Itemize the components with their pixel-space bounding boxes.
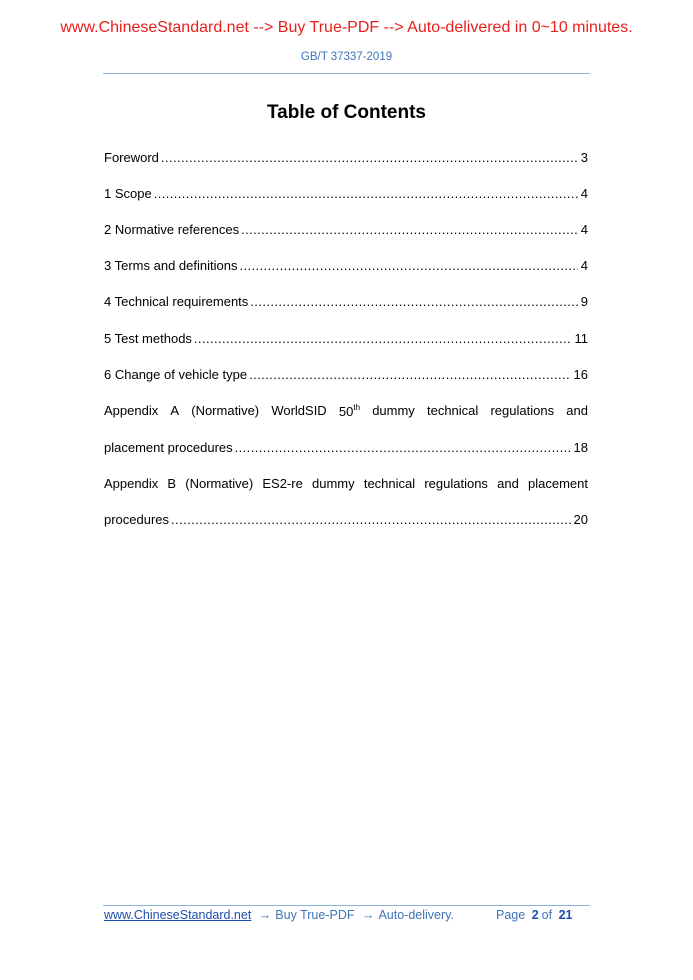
word: and bbox=[497, 476, 519, 491]
word: ES2-re bbox=[262, 476, 303, 491]
toc-entry-label: placement procedures bbox=[104, 440, 233, 455]
word: (Normative) bbox=[185, 476, 254, 491]
toc-entry-page: 4 bbox=[580, 186, 588, 201]
footer-divider bbox=[103, 905, 590, 906]
toc-entry-appendix-a-cont[interactable] bbox=[104, 440, 588, 458]
page-total: 21 bbox=[558, 908, 573, 922]
toc-entry-terms-definitions[interactable] bbox=[104, 258, 588, 276]
page-label: Page bbox=[496, 908, 526, 922]
toc-entry-page: 3 bbox=[580, 150, 588, 165]
ordinal-number: 50 bbox=[338, 404, 354, 419]
top-banner-link[interactable]: www.ChineseStandard.net --> Buy True-PDF --> Auto-delivered in 0~10 minutes. bbox=[60, 19, 633, 36]
word: regulations bbox=[490, 403, 555, 418]
toc-entry-label: 4 Technical requirements bbox=[104, 294, 249, 309]
toc-entry-foreword[interactable] bbox=[104, 150, 588, 168]
page-title: Table of Contents bbox=[266, 102, 427, 123]
toc-entry-appendix-b[interactable] bbox=[104, 476, 588, 494]
standard-code: GB/T 37337-2019 bbox=[300, 51, 393, 63]
word: B bbox=[167, 476, 177, 491]
toc-entry-label: 3 Terms and definitions bbox=[104, 258, 238, 273]
dot-leader bbox=[250, 294, 577, 309]
dot-leader bbox=[235, 440, 571, 455]
arrow-right-icon: → bbox=[361, 908, 375, 922]
toc-entry-page: 11 bbox=[574, 331, 588, 346]
word: A bbox=[170, 403, 180, 418]
page-current: 2 bbox=[531, 908, 539, 922]
toc-entry-label: 1 Scope bbox=[104, 186, 152, 201]
toc-entry-technical-requirements[interactable] bbox=[104, 294, 588, 312]
toc-entry-label: procedures bbox=[104, 512, 170, 527]
dot-leader bbox=[241, 222, 578, 237]
word: Appendix bbox=[104, 403, 159, 418]
word: technical bbox=[426, 403, 479, 418]
footer-site-link[interactable]: www.ChineseStandard.net bbox=[104, 908, 252, 922]
page-footer bbox=[104, 908, 588, 922]
toc-entry-label: 6 Change of vehicle type bbox=[104, 367, 248, 382]
word: regulations bbox=[424, 476, 488, 491]
toc-entry-label: 2 Normative references bbox=[104, 222, 240, 237]
word: dummy bbox=[372, 403, 415, 418]
toc-entry-scope[interactable] bbox=[104, 186, 588, 204]
word: and bbox=[566, 403, 588, 418]
toc-entry-page: 4 bbox=[580, 258, 588, 273]
dot-leader bbox=[161, 150, 578, 165]
toc-entry-appendix-a[interactable] bbox=[104, 403, 588, 421]
toc-entry-test-methods[interactable] bbox=[104, 331, 588, 349]
word: technical bbox=[363, 476, 416, 491]
toc-entry-page: 9 bbox=[580, 294, 588, 309]
header-divider bbox=[103, 73, 590, 74]
word: (Normative) bbox=[191, 403, 260, 418]
ordinal-suffix: th bbox=[353, 403, 361, 412]
footer-buy-text: Buy True-PDF bbox=[275, 908, 355, 922]
arrow-right-icon: → bbox=[258, 908, 272, 922]
toc-entry-appendix-b-cont[interactable] bbox=[104, 512, 588, 530]
word: dummy bbox=[312, 476, 355, 491]
toc-entry-page: 16 bbox=[573, 367, 588, 382]
word bbox=[339, 403, 360, 421]
dot-leader bbox=[171, 512, 570, 527]
toc-entry-page: 4 bbox=[580, 222, 588, 237]
dot-leader bbox=[239, 258, 577, 273]
page-number bbox=[496, 908, 575, 922]
toc-entry-page: 20 bbox=[573, 512, 588, 527]
toc-entry-label: Foreword bbox=[104, 150, 159, 165]
word: WorldSID bbox=[271, 403, 327, 418]
toc-entry-normative-references[interactable] bbox=[104, 222, 588, 240]
word: Appendix bbox=[104, 476, 159, 491]
toc-entry-change-vehicle-type[interactable] bbox=[104, 367, 588, 385]
toc-entry-label: 5 Test methods bbox=[104, 331, 192, 346]
page-of: of bbox=[541, 908, 553, 922]
dot-leader bbox=[249, 367, 570, 382]
toc-entry-page: 18 bbox=[573, 440, 588, 455]
footer-delivery-text: Auto-delivery. bbox=[378, 908, 454, 922]
dot-leader bbox=[194, 331, 572, 346]
word: placement bbox=[528, 476, 588, 491]
dot-leader bbox=[154, 186, 578, 201]
